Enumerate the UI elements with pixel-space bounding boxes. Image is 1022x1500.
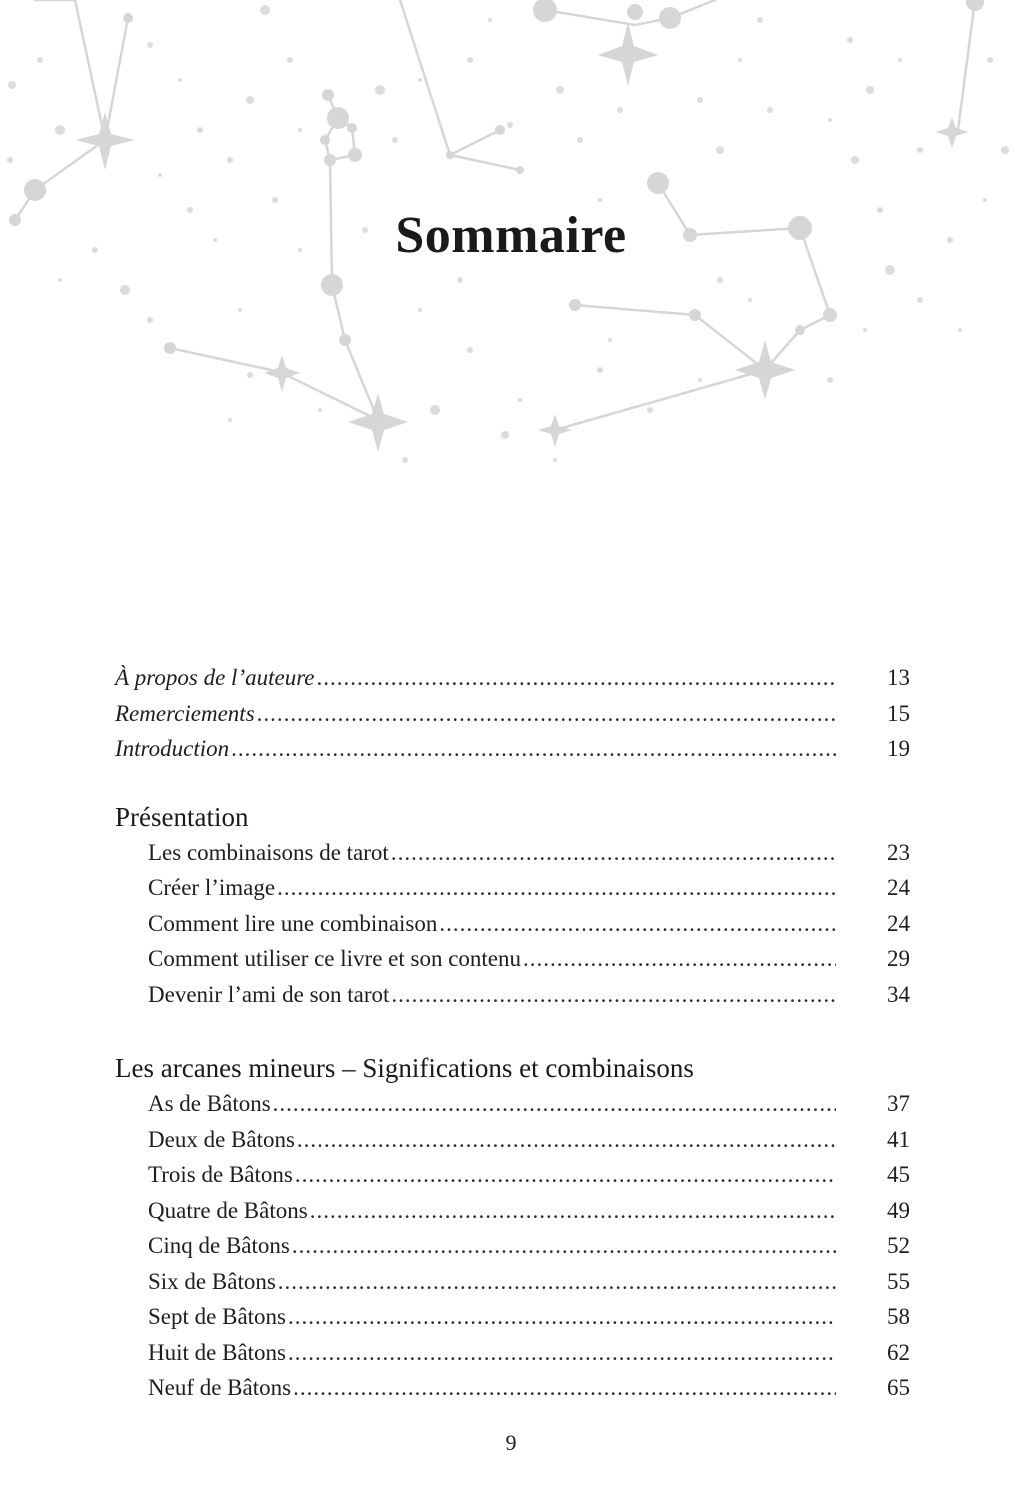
toc-entry: [115, 870, 910, 906]
dot-leader: [288, 1299, 836, 1335]
dot-leader: [310, 1193, 836, 1229]
toc-entry-page: 37: [887, 1091, 910, 1116]
dot-leader: [297, 1122, 836, 1158]
toc-entry: [115, 1264, 910, 1300]
toc-entry-page: 24: [887, 875, 910, 900]
toc-entry-label: As de Bâtons: [148, 1091, 271, 1116]
toc-entry-label: Cinq de Bâtons: [148, 1233, 290, 1258]
toc-entry-label: Huit de Bâtons: [148, 1339, 286, 1365]
toc-entry-page: 62: [887, 1339, 910, 1365]
toc-entry-label: Devenir l’ami de son tarot: [148, 981, 390, 1007]
toc-entry-label: Remerciements: [115, 700, 255, 726]
dot-leader: [277, 870, 836, 906]
toc-entry-label: Neuf de Bâtons: [148, 1375, 292, 1400]
dot-leader: [231, 731, 836, 767]
toc-entry-label: Créer l’image: [148, 875, 276, 900]
toc-entry: [115, 1086, 910, 1122]
toc-entry-label: Comment lire une combinaison: [148, 910, 438, 936]
dot-leader: [293, 1370, 836, 1406]
toc-entry: [115, 906, 910, 942]
dot-leader: [439, 906, 836, 942]
toc-entry-page: 29: [887, 946, 910, 971]
toc-entry-page: 41: [887, 1126, 910, 1152]
page-number: 9: [505, 1430, 517, 1455]
toc-entry: [115, 1370, 910, 1406]
toc-entry-label: Sept de Bâtons: [148, 1304, 286, 1329]
dot-leader: [288, 1335, 836, 1371]
toc-entry-about-author: [115, 660, 910, 696]
dot-leader: [391, 977, 836, 1013]
toc-entry-label: Deux de Bâtons: [148, 1126, 295, 1152]
toc-entry-page: 24: [887, 910, 910, 936]
dot-leader: [278, 1264, 836, 1300]
toc-entry-page: 23: [887, 839, 910, 865]
toc-entry: [115, 1122, 910, 1158]
dot-leader: [292, 1228, 836, 1264]
toc-entry-page: 52: [887, 1233, 910, 1258]
toc-entry-page: 15: [887, 700, 910, 726]
section-heading-presentation: Présentation: [115, 801, 249, 832]
toc-entry-label: Quatre de Bâtons: [148, 1197, 308, 1223]
dot-leader: [273, 1086, 836, 1122]
toc-entry-page: 65: [887, 1375, 910, 1400]
toc-entry-label: Six de Bâtons: [148, 1268, 276, 1294]
toc-entry-acknowledgements: [115, 696, 910, 732]
table-of-contents: [115, 660, 910, 1406]
toc-entry-page: 58: [887, 1304, 910, 1329]
dot-leader: [317, 660, 836, 696]
toc-entry-page: 34: [887, 981, 910, 1007]
toc-entry: [115, 1193, 910, 1229]
page-title: Sommaire: [395, 207, 627, 264]
toc-entry: [115, 1157, 910, 1193]
toc-entry-page: 13: [887, 665, 910, 690]
toc-entry-label: Trois de Bâtons: [148, 1162, 293, 1187]
toc-entry-page: 49: [887, 1197, 910, 1223]
toc-entry: [115, 1335, 910, 1371]
section-heading-minor-arcana: Les arcanes mineurs – Significations et combinaisons: [115, 1053, 694, 1083]
toc-entry: [115, 941, 910, 977]
toc-entry: [115, 977, 910, 1013]
toc-entry-page: 55: [887, 1268, 910, 1294]
toc-entry-label: Comment utiliser ce livre et son contenu: [148, 946, 522, 971]
toc-entry-page: 45: [887, 1162, 910, 1187]
toc-entry-page: 19: [887, 736, 910, 761]
dot-leader: [391, 835, 836, 871]
dot-leader: [257, 696, 836, 732]
toc-entry-label: Les combinaisons de tarot: [148, 839, 389, 865]
toc-entry: [115, 1299, 910, 1335]
toc-entry-introduction: [115, 731, 910, 767]
toc-entry-label: Introduction: [115, 736, 230, 761]
dot-leader: [295, 1157, 836, 1193]
dot-leader: [523, 941, 836, 977]
toc-entry: [115, 835, 910, 871]
toc-entry: [115, 1228, 910, 1264]
toc-entry-label: À propos de l’auteure: [115, 665, 315, 690]
